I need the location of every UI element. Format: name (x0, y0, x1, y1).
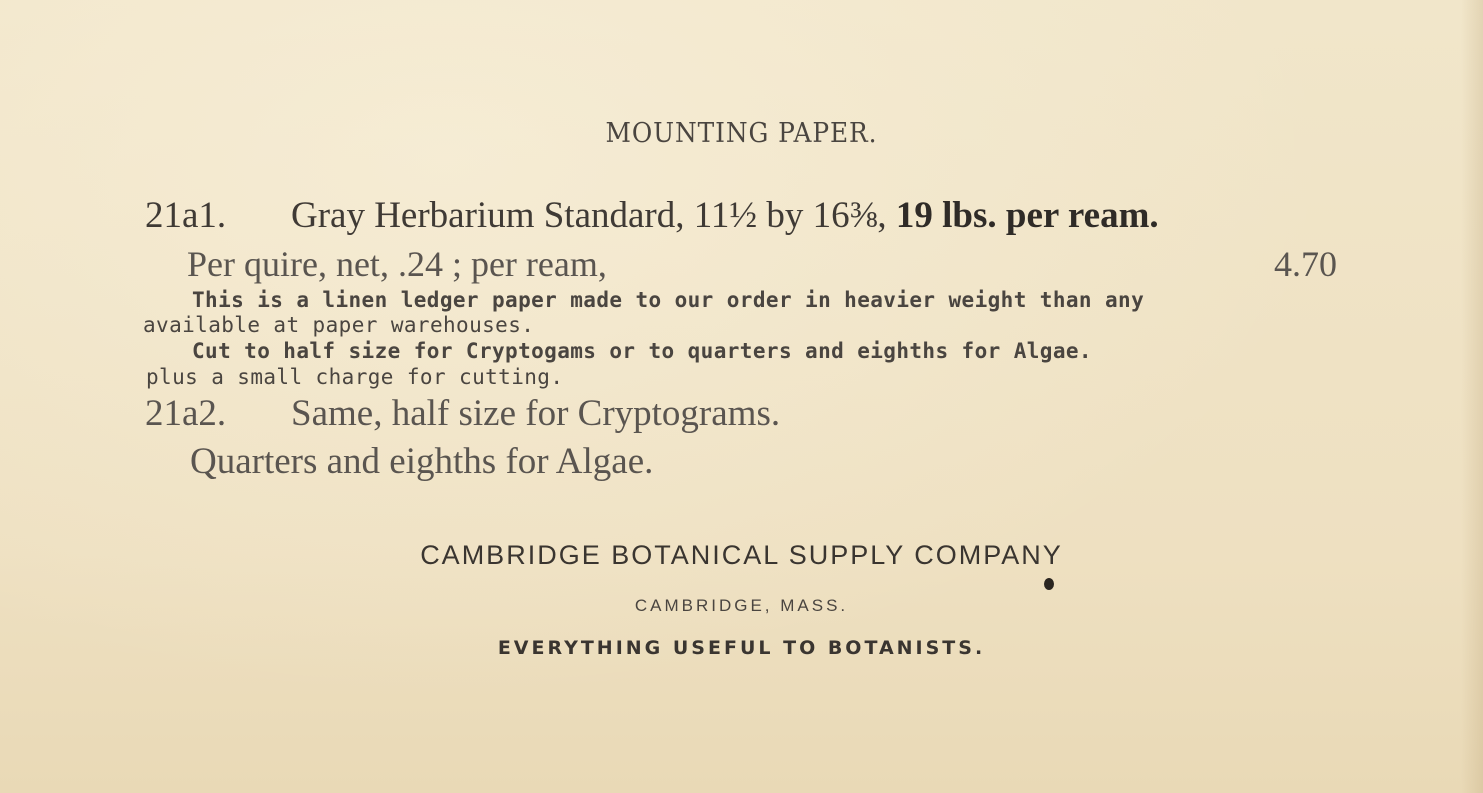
item-subline: Quarters and eighths for Algae. (190, 441, 654, 482)
note-line: This is a linen ledger paper made to our order in heavier weight than any (192, 288, 1145, 312)
price-row (187, 243, 1337, 285)
price-text: Per quire, net, .24 ; per ream, (187, 244, 607, 284)
note-line: Cut to half size for Cryptogams or to quarters and eighths for Algae. (192, 339, 1092, 363)
note-line: plus a small charge for cutting. (146, 365, 564, 389)
company-city: CAMBRIDGE, MASS. (634, 596, 849, 615)
item-21a2 (145, 392, 780, 435)
item-weight: 19 lbs. per ream. (895, 195, 1159, 236)
card-title: MOUNTING PAPER. (605, 118, 878, 149)
item-code: 21a1. (145, 195, 227, 236)
item-code: 21a2. (145, 393, 227, 434)
company-name: CAMBRIDGE BOTANICAL SUPPLY COMPANY (420, 540, 1063, 570)
note-line: available at paper warehouses. (143, 313, 535, 337)
ream-price: 4.70 (1274, 244, 1337, 284)
item-description: Gray Herbarium Standard, 11½ by 16⅜, (291, 195, 887, 236)
company-slogan: EVERYTHING USEFUL TO BOTANISTS. (497, 637, 986, 659)
item-description: Same, half size for Cryptograms. (291, 393, 781, 434)
item-21a1 (145, 194, 1159, 237)
ink-dot (1044, 578, 1054, 590)
